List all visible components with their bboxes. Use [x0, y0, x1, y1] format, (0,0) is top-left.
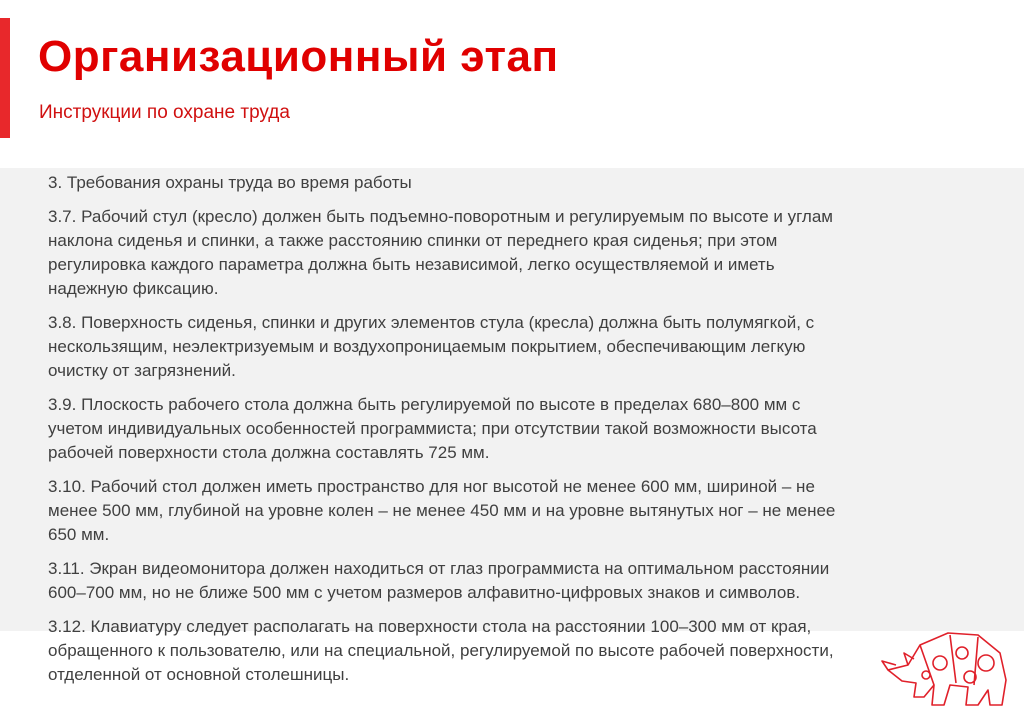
text-line: очистку от загрязнений. [48, 361, 236, 380]
text-line: надежную фиксацию. [48, 279, 219, 298]
slide-title: Организационный этап [38, 32, 559, 81]
paragraph [48, 475, 835, 547]
text-line: 3.10. Рабочий стол должен иметь пространство для ног высотой не менее 600 мм, шириной – не [48, 477, 815, 496]
paragraph [48, 393, 835, 465]
text-line: обращенного к пользователю, или на специальной, регулируемой по высоте рабочей поверхности, [48, 641, 834, 660]
content-body [48, 171, 835, 697]
text-line: 3.9. Плоскость рабочего стола должна быть регулируемой по высоте в пределах 680–800 мм с [48, 395, 801, 414]
paragraph [48, 311, 835, 383]
slide-subtitle: Инструкции по охране труда [39, 102, 290, 123]
paragraph [48, 557, 835, 605]
text-line: 3.8. Поверхность сиденья, спинки и других элементов стула (кресла) должна быть полумягкой, с [48, 313, 815, 332]
paragraph [48, 205, 835, 301]
text-line: отделенной от основной столешницы. [48, 665, 350, 684]
text-line: рабочей поверхности стола должна составлять 725 мм. [48, 443, 490, 462]
text-line: учетом индивидуальных особенностей программиста; при отсутствии такой возможности высота [48, 419, 817, 438]
text-line: регулировка каждого параметра должна быть независимой, легко осуществляемой и иметь [48, 255, 775, 274]
text-line: нескользящим, неэлектризуемым и воздухопроницаемым покрытием, обеспечивающим легкую [48, 337, 806, 356]
text-line: 3.12. Клавиатуру следует располагать на поверхности стола на расстоянии 100–300 мм от края, [48, 617, 812, 636]
text-line: 3.7. Рабочий стул (кресло) должен быть подъемно-поворотным и регулируемым по высоте и углам [48, 207, 833, 226]
text-line: 650 мм. [48, 525, 110, 544]
text-line: наклона сиденья и спинки, а также расстоянию спинки от переднего края сиденья; при этом [48, 231, 778, 250]
rhino-logo-icon [878, 625, 1018, 715]
accent-bar [0, 18, 10, 138]
text-line: 3.11. Экран видеомонитора должен находиться от глаз программиста на оптимальном расстоянии [48, 559, 830, 578]
text-line: 3. Требования охраны труда во время работы [48, 173, 412, 192]
section-heading [48, 171, 835, 195]
text-line: 600–700 мм, но не ближе 500 мм с учетом размеров алфавитно-цифровых знаков и символов. [48, 583, 801, 602]
paragraph [48, 615, 835, 687]
text-line: менее 500 мм, глубиной на уровне колен – не менее 450 мм и на уровне вытянутых ног – не менее [48, 501, 836, 520]
